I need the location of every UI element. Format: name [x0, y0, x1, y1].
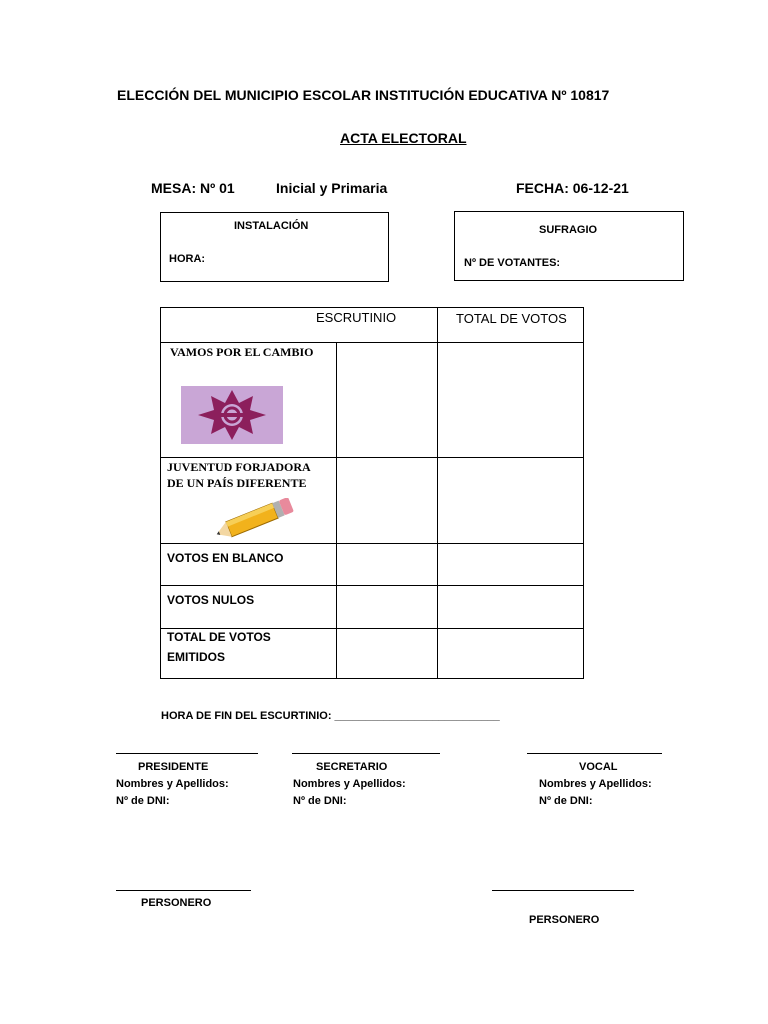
escrutinio-header-label: ESCRUTINIO [316, 310, 397, 325]
escrutinio-header [161, 308, 438, 343]
signature-line-vocal [527, 753, 662, 754]
total-votos-header [438, 308, 584, 343]
sufragio-title: SUFRAGIO [539, 224, 598, 236]
votes-cell-vamos[interactable] [337, 343, 438, 458]
party-name-juventud-line1: JUVENTUD FORJADORA [167, 460, 311, 474]
fin-escrutinio-label: HORA DE FIN DEL ESCURTINIO: ___________________________ [161, 710, 500, 722]
vocal-label: VOCAL [579, 761, 618, 773]
party-cell-juventud [161, 458, 337, 544]
votantes-label: Nº DE VOTANTES: [464, 257, 561, 269]
total-cell-juventud[interactable] [438, 458, 584, 544]
party-cell-vamos [161, 343, 337, 458]
personero-label-1: PERSONERO [141, 897, 212, 909]
signature-line-personero-2 [492, 890, 634, 891]
escrutinio-table [160, 307, 584, 679]
party-name-juventud-line2: DE UN PAÍS DIFERENTE [167, 476, 307, 490]
signature-line-presidente [116, 753, 258, 754]
signature-line-secretario [292, 753, 440, 754]
secretario-dni: Nº de DNI: [293, 795, 347, 807]
hora-label: HORA: [169, 253, 206, 265]
null-votes-label: VOTOS NULOS [167, 593, 255, 607]
fecha-label: FECHA: 06-12-21 [516, 180, 629, 196]
instalacion-box [160, 212, 389, 282]
instalacion-title: INSTALACIÓN [234, 220, 309, 232]
pencil-icon [207, 498, 297, 542]
secretario-label: SECRETARIO [316, 761, 388, 773]
presidente-dni: Nº de DNI: [116, 795, 170, 807]
vocal-dni: Nº de DNI: [539, 795, 593, 807]
vocal-names: Nombres y Apellidos: [539, 778, 652, 790]
nivel-label: Inicial y Primaria [276, 180, 388, 196]
total-cell-vamos[interactable] [438, 343, 584, 458]
presidente-names: Nombres y Apellidos: [116, 778, 229, 790]
party-name-vamos: VAMOS POR EL CAMBIO [170, 345, 314, 359]
personero-label-2: PERSONERO [529, 914, 600, 926]
presidente-label: PRESIDENTE [138, 761, 209, 773]
mesa-number: MESA: Nº 01 [151, 180, 235, 196]
total-cell-null[interactable] [438, 586, 584, 629]
votes-cell-juventud[interactable] [337, 458, 438, 544]
signature-line-personero-1 [116, 890, 251, 891]
total-cell-total[interactable] [438, 629, 584, 679]
votes-cell-blank[interactable] [337, 544, 438, 586]
blank-votes-cell [161, 544, 337, 586]
total-cell-blank[interactable] [438, 544, 584, 586]
sufragio-box [454, 211, 684, 281]
document-subtitle: ACTA ELECTORAL [340, 130, 467, 146]
votes-cell-null[interactable] [337, 586, 438, 629]
null-votes-cell [161, 586, 337, 629]
votes-cell-total[interactable] [337, 629, 438, 679]
total-votos-header-label: TOTAL DE VOTOS [456, 311, 567, 326]
total-emitted-line2: EMITIDOS [167, 650, 226, 664]
total-emitted-cell [161, 629, 337, 679]
total-emitted-line1: TOTAL DE VOTOS [167, 630, 271, 644]
sun-emblem-icon [181, 386, 283, 444]
blank-votes-label: VOTOS EN BLANCO [167, 551, 284, 565]
secretario-names: Nombres y Apellidos: [293, 778, 406, 790]
document-title: ELECCIÓN DEL MUNICIPIO ESCOLAR INSTITUCIÓN EDUCATIVA Nº 10817 [117, 87, 610, 103]
